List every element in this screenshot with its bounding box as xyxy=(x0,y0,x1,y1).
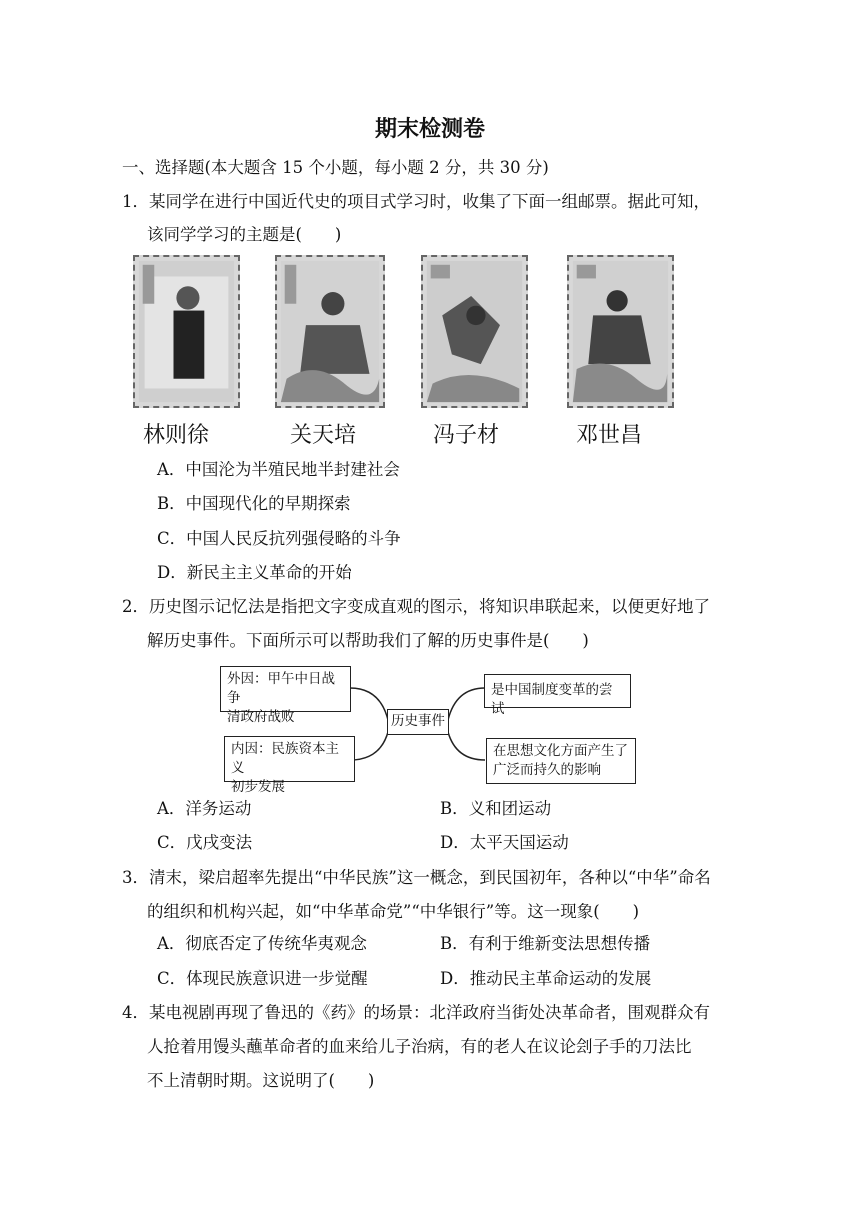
diagram-institutional-label: 是中国制度变革的尝试 xyxy=(491,682,613,717)
diagram-external-line1: 外因：甲午中日战争 xyxy=(227,671,335,706)
diagram-cultural-line1: 在思想文化方面产生了 xyxy=(493,743,628,759)
stamp-label-lin-zexu: 林则徐 xyxy=(143,423,210,448)
q3-option-b: B．有利于维新变法思想传播 xyxy=(440,934,651,953)
q3-option-a: A．彻底否定了传统华夷观念 xyxy=(157,934,367,953)
q1-stem-line1: 1．某同学在进行中国近代史的项目式学习时，收集了下面一组邮票。据此可知， xyxy=(122,192,710,211)
q1-option-c: C．中国人民反抗列强侵略的斗争 xyxy=(157,529,401,548)
stamp-label-feng-zicai: 冯子材 xyxy=(433,423,500,448)
diagram-box-cultural xyxy=(486,738,636,784)
q4-stem-line3: 不上清朝时期。这说明了( ) xyxy=(147,1071,375,1090)
diagram-center-label: 历史事件 xyxy=(391,713,445,729)
diagram-box-institutional xyxy=(484,674,631,717)
q1-option-d: D．新民主主义革命的开始 xyxy=(157,563,352,582)
q1-option-a: A．中国沦为半殖民地半封建社会 xyxy=(157,460,400,479)
q3-stem-line2: 的组织和机构兴起，如“中华革命党”“中华银行”等。这一现象( ) xyxy=(147,902,640,921)
q3-option-d: D．推动民主革命运动的发展 xyxy=(440,969,652,988)
q1-option-b: B．中国现代化的早期探索 xyxy=(157,494,351,513)
q2-option-d: D．太平天国运动 xyxy=(440,833,569,852)
diagram-box-external-cause xyxy=(220,666,351,725)
q1-stem-line2: 该同学学习的主题是( ) xyxy=(147,225,342,244)
stamp-lin-zexu-image xyxy=(133,255,240,408)
q3-stem-line1: 3．清末，梁启超率先提出“中华民族”这一概念，到民国初年，各种以“中华”命名 xyxy=(122,868,711,887)
q2-option-b: B．义和团运动 xyxy=(440,799,552,818)
stamp-feng-zicai-image xyxy=(421,255,528,408)
diagram-cultural-line2: 广泛而持久的影响 xyxy=(493,762,601,778)
q2-stem-line1: 2．历史图示记忆法是指把文字变成直观的图示，将知识串联起来，以便更好地了 xyxy=(122,597,710,616)
q2-option-c: C．戊戌变法 xyxy=(157,833,253,852)
q3-option-c: C．体现民族意识进一步觉醒 xyxy=(157,969,368,988)
page-title: 期末检测卷 xyxy=(374,117,485,142)
stamp-label-deng-shichang: 邓世昌 xyxy=(576,423,643,448)
section-heading: 一、选择题(本大题含 15 个小题，每小题 2 分，共 30 分) xyxy=(122,158,549,177)
diagram-internal-line2: 初步发展 xyxy=(231,779,285,795)
q4-stem-line2: 人抢着用馒头蘸革命者的血来给儿子治病，有的老人在议论刽子手的刀法比 xyxy=(147,1037,692,1056)
q2-option-a: A．洋务运动 xyxy=(157,799,252,818)
diagram-external-line2: 清政府战败 xyxy=(227,709,295,725)
diagram-box-internal-cause xyxy=(224,736,355,795)
diagram-internal-line1: 内因：民族资本主义 xyxy=(231,741,339,776)
stamp-guan-tianpei-image xyxy=(275,255,385,408)
q2-stem-line2: 解历史事件。下面所示可以帮助我们了解的历史事件是( ) xyxy=(147,631,589,650)
stamp-label-guan-tianpei: 关天培 xyxy=(290,423,357,448)
q4-stem-line1: 4．某电视剧再现了鲁迅的《药》的场景：北洋政府当街处决革命者，围观群众有 xyxy=(122,1003,710,1022)
stamp-deng-shichang-image xyxy=(567,255,674,408)
diagram-box-center xyxy=(387,709,449,735)
